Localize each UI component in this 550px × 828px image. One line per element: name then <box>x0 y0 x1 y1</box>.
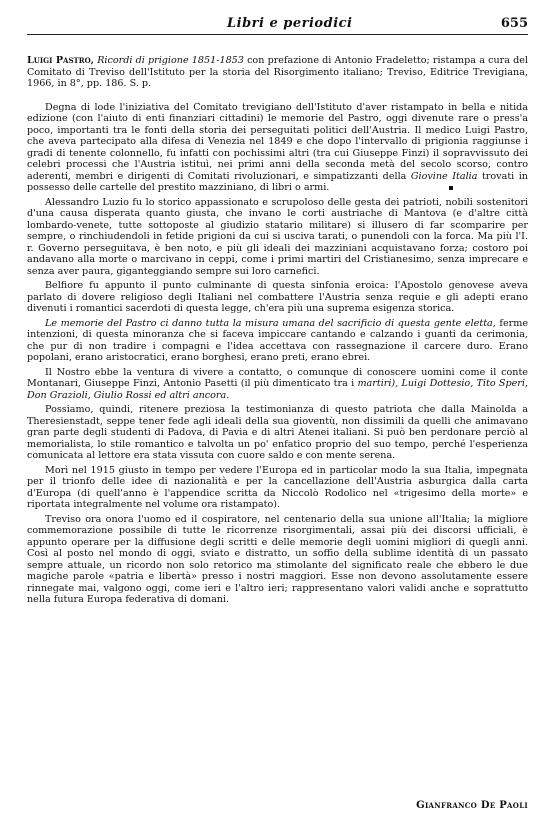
book-title: Ricordi di prigione 1851-1853 <box>97 55 244 66</box>
bibliographic-entry <box>27 55 528 90</box>
author-name: Luigi Pastro, <box>27 55 95 66</box>
paragraph: Treviso ora onora l'uomo ed il cospiratore, nel centenario della sua unione all'Italia; la migliore commemorazione possibile di tutte le ricorrenze risorgimentali, assai più dei discorsi ufficiali, è appunto operare per la diffusione degli scritti e delle memorie degli uomini migliori di quegli anni. Così al posto nel mondo di oggi, sviato e distratto, un soffio della sublime identità di un passato sempre attuale, un ricordo non solo retorico ma stimolante del significato reale che ebbero le due magiche parole «patria e libertà» presso i nostri maggiori. Esse non devono assolutamente essere rinnegate mai, valgono oggi, come ieri e l'altro ieri; rappresentano valori validi anche e soprattutto nella futura Europa federativa di domani. <box>27 513 528 605</box>
italic-phrase: Le memorie del Pastro ci danno tutta la misura umana del sacrificio di questa gente eletta, <box>45 317 496 329</box>
italic-phrase: martiri), Luigi Dottesio, Tito Speri, Don Grazioli, Giulio Rossi ed altri ancora. <box>27 378 528 401</box>
paragraph: Alessandro Luzio fu lo storico appassionato e scrupoloso delle gesta dei patrioti, nobili sostenitori d'una causa disperata quanto giusta, che invano le corti austriache di Mantova (e d'altre città lombardo-venete, tutte sottoposte al giudizio statario militare) si illusero di far scomparire per sempre, o rinchiudendoli in fetide prigioni da cui si usciva tarati, o punendoli con la forca. Ma più l'I. r. Governo perseguitava, è ben noto, e più gli ideali dei mazziniani acquistavano forza; costoro poi andavano alla morte o marcivano in ceppi, come i primi martiri del Cristianesimo, senza imprecare e senza aver paura, giganteggiando sempre sui loro carnefici. <box>27 196 528 277</box>
paragraph: Degna di lode l'iniziativa del Comitato trevigiano dell'Istituto d'aver ristampato in bella e nitida edizione (con l'aiuto di enti finanziari cittadini) le memorie del Pastro, oggi divenute rare o press'a poco, importanti tra le fonti della storia dei perseguitati politici dell'Austria. Il medico Luigi Pastro, che aveva partecipato alla difesa di Venezia nel 1849 e che dopo l'intervallo di prigionia raggiunse i gradi di tenente colonnello, fu infatti con pochissimi altri (tra cui Giuseppe Finzi) il sopravvissuto dei celebri processi che l'Austria istituì, nei primi anni della seconda metà del secolo scorso, contro aderenti, membri e dirigenti di Comitati rivoluzionari, e simpatizzanti della Giovine Italia trovati in possesso delle cartelle del prestito mazziniano, di libri o armi. <box>27 101 528 193</box>
paragraph: Belfiore fu appunto il punto culminante di questa sinfonia eroica: l'Apostolo genovese aveva parlato di dovere religioso degli Italiani nel combattere l'Austria senza requie e gli adepti erano divenuti i romantici sacerdoti di questa legge, ch'era più una suprema esigenza storica. <box>27 280 528 314</box>
paragraph: Morì nel 1915 giusto in tempo per vedere l'Europa ed in particolar modo la sua Italia, impegnata per il trionfo delle idee di nazionalità e per la cancellazione dell'Austria asburgica dalla carta d'Europa (di quell'anno è l'appendice scritta da Niccolò Rodolico nel «trigesimo della morte» e riportata integralmente nel volume ora ristampato). <box>27 464 528 510</box>
article-body <box>27 55 528 609</box>
paragraph: Possiamo, quindi, ritenere preziosa la testimonianza di questo patriota che dalla Mainolda a Theresienstadt, seppe tener fede agli ideali della sua gioventù, non dissimili da quelli che animavano gran parte degli studenti di Padova, di Pavia e di altri Atenei italiani. Si può ben perdonare perciò al memorialista, lo stile romantico e talvolta un po' enfatico proprio del suo tempo, perché l'esperienza comunicata al lettore era stata vissuta con cuore saldo e con mente serena. <box>27 404 528 461</box>
paragraph: Il Nostro ebbe la ventura di vivere a contatto, o comunque di conoscere uomini come il conte Montanari, Giuseppe Finzi, Antonio Pasetti (il più dimenticato tra i martiri), Luigi Dottesio, Tito Speri, Don Grazioli, Giulio Rossi ed altri ancora. <box>27 366 528 401</box>
page-number: 655 <box>500 16 528 31</box>
italic-phrase: Giovine Italia <box>410 170 478 182</box>
author-signature: Gianfranco De Paoli <box>416 800 528 811</box>
bibliographic-details: con prefazione di Antonio Fradeletto; ristampa a cura del Comitato di Treviso dell'Istituto per la storia del Risorgimento italiano; Treviso, Editrice Trevigiana, 1966, in 8°, pp. 186. S. p. <box>27 55 529 89</box>
running-header <box>27 14 528 35</box>
ink-mark <box>449 186 453 190</box>
paragraph: Le memorie del Pastro ci danno tutta la misura umana del sacrificio di questa gente eletta, ferme intenzioni, di questa minoranza che si faceva impiccare cantando e calzando i guanti da cerimonia, che pur di non tradire i compagni e l'idea accettava con rassegnazione il carcere duro. Erano popolani, erano aristocratici, erano borghesi, erano preti, erano ebrei. <box>27 317 528 363</box>
section-title: Libri e periodici <box>227 16 353 31</box>
